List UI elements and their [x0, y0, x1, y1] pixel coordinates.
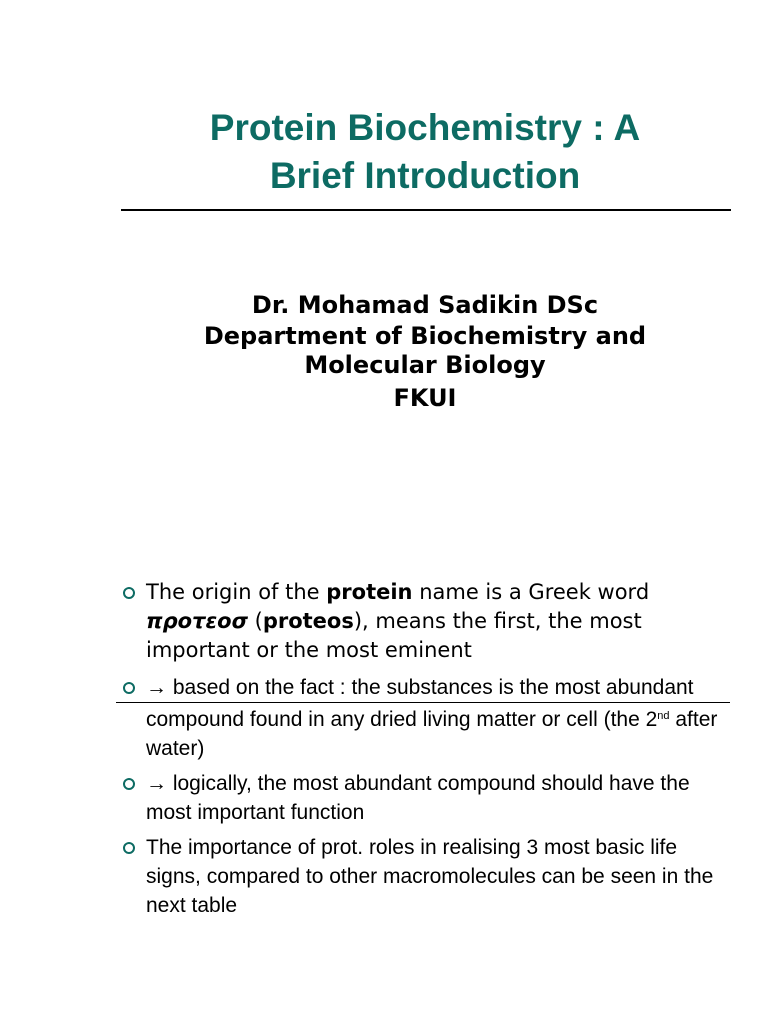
- bullet-text-part: → based on the fact : the substances is the most abundant compound found in any dried living matter or cell (the 2: [146, 676, 694, 731]
- bullet-circle-icon: [123, 587, 135, 599]
- bullet-circle-icon: [123, 842, 135, 854]
- department-line-1: Department of Biochemistry and: [203, 322, 647, 350]
- author-block: [120, 288, 730, 416]
- bullet-list: [120, 578, 732, 926]
- bold-term-protein: protein: [326, 580, 413, 604]
- bullet-item-function: [120, 769, 732, 827]
- bullet-text: [146, 673, 732, 763]
- greek-word: πρoτεoσ: [146, 609, 248, 633]
- institution-name: FKUI: [393, 384, 457, 412]
- bold-term-proteos: proteos: [262, 609, 354, 633]
- bullet-text: → logically, the most abundant compound should have the most important function: [146, 772, 690, 824]
- bullet-circle-icon: [123, 682, 135, 694]
- bullet-text: [146, 578, 732, 665]
- divider-line: [116, 702, 730, 703]
- bullet-item-importance: [120, 833, 732, 920]
- bullet-text-part: after water): [146, 708, 718, 760]
- slide-title: [120, 104, 730, 200]
- ordinal-suffix: nd: [657, 710, 670, 722]
- department-line-2: Molecular Biology: [304, 351, 546, 379]
- bullet-text-part: name is a Greek word: [412, 580, 650, 604]
- author-name: Dr. Mohamad Sadikin DSc: [251, 291, 599, 319]
- bullet-item-abundance: [120, 673, 732, 763]
- title-underline: [121, 209, 731, 211]
- slide-title-line-1: Protein Biochemistry : A: [209, 107, 641, 148]
- bullet-text-part: The origin of the: [146, 580, 327, 604]
- bullet-text-part: (: [247, 609, 263, 633]
- bullet-circle-icon: [123, 778, 135, 790]
- bullet-item-origin: [120, 578, 732, 665]
- bullet-text-part: ), means the first, the most important or the most eminent: [146, 609, 642, 662]
- bullet-text: The importance of prot. roles in realising 3 most basic life signs, compared to other macromolecules can be seen in the next table: [146, 836, 714, 917]
- slide-title-line-2: Brief Introduction: [269, 155, 581, 196]
